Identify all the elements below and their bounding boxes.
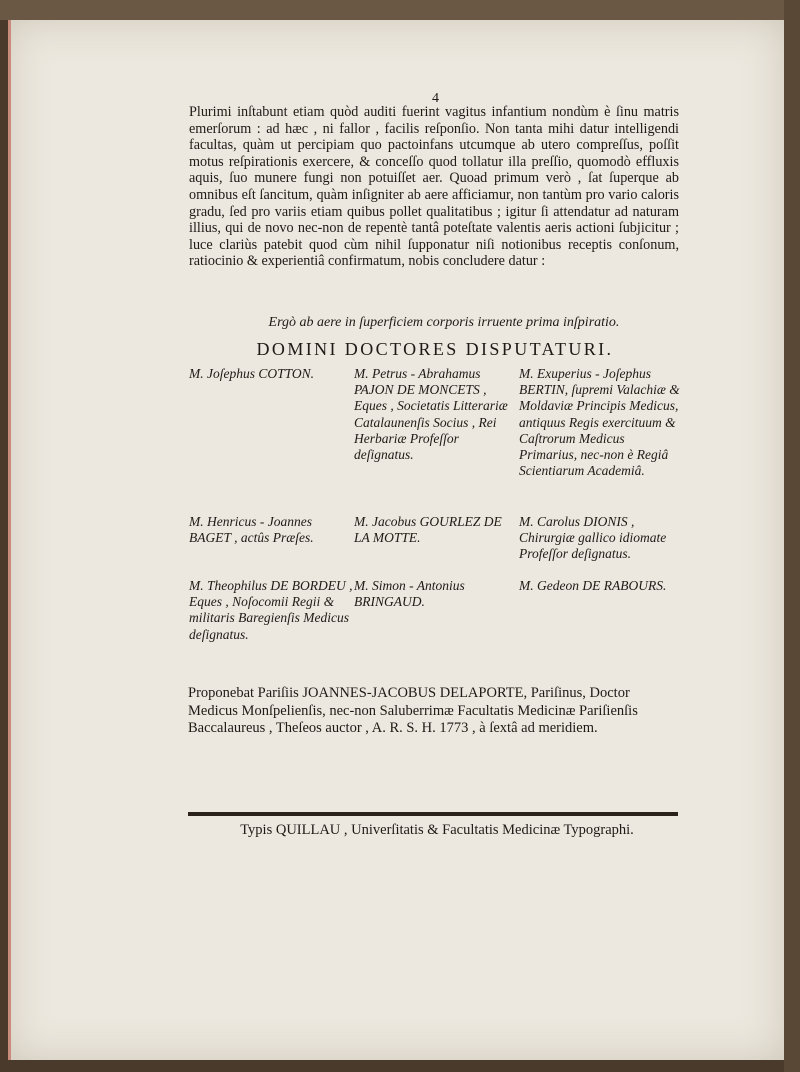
doctors-row [189, 578, 684, 688]
doctor-entry: M. Exuperius - Joſephus BERTIN, ſupremi Valachiæ & Moldaviæ Principis Medicus, antiquus Regis exercituum & Caſtrorum Medicus Primarius, nec-non è Regiâ Scientiarum Academiâ. [519, 366, 680, 479]
printer-imprint: Typis QUILLAU , Univerſitatis & Facultatis Medicinæ Typographi. [240, 822, 634, 838]
doctor-entry: M. Jacobus GOURLEZ DE LA MOTTE. [354, 514, 502, 546]
doctors-row [189, 366, 684, 514]
conclusion-line: Ergò ab aere in ſuperficiem corporis irruente prima inſpiratio. [268, 315, 620, 330]
doctor-entry: M. Carolus DIONIS , Chirurgiæ gallico idiomate Profeſſor deſignatus. [519, 514, 667, 562]
doctor-entry: M. Henricus - Joannes BAGET , actûs Præſes. [189, 514, 314, 546]
thesis-statement: Proponebat Pariſiis JOANNES-JACOBUS DELAPORTE, Pariſinus, Doctor Medicus Monſpelienſis, nec-non Saluberrimæ Facultatis Medicinæ Pariſienſis Baccalaureus , Theſeos auctor , A. R. S. H. 1773 , à ſextâ ad meridiem. [188, 685, 638, 736]
doctor-entry: M. Gedeon DE RABOURS. [519, 578, 667, 593]
body-paragraph: Plurimi inſtabunt etiam quòd auditi fuerint vagitus infantium nondùm è ſinu matris emerſorum : ad hæc , ni fallor , facilis reſponſio. Non tanta mihi datur intelligendi facultas, quàm ut percipiam quo pactoinfans utcumque ab utero compreſſus, poſſit motus reſpirationis exercere, & conceſſo quod tollatur illa preſſio, quomodò effluxis aquis, ſuo munere fungi non potuiſſet aer. Quoad primum verò , ſat ſuperque ab omnibus eſt ſancitum, quàm inſigniter ab aere afficiamur, non tantùm pro vario caloris gradu, ſed pro variis etiam quibus pollet qualitatibus ; igitur ſi attendatur ad naturam illius, qui de novo nec-non de repentè tantâ poteſtate valentis aeris actioni ſubjicitur ; luce clariùs patebit quod cùm nihil ſupponatur niſi notionibus receptis conſonum, ratiocinio & experientiâ confirmatum, nobis concludere datur : [189, 104, 679, 270]
doctors-table [189, 366, 684, 688]
doctor-entry: M. Joſephus COTTON. [189, 366, 315, 381]
doctors-row [189, 514, 684, 578]
scan-top-edge [0, 0, 800, 20]
doctor-entry: M. Theophilus DE BORDEU , Eques , Noſocomii Regii & militaris Baregienſis Medicus deſignatus. [189, 578, 353, 642]
doctors-heading: DOMINI DOCTORES DISPUTATURI. [256, 339, 614, 359]
page-number: 4 [432, 91, 439, 106]
horizontal-rule [188, 812, 678, 816]
doctor-entry: M. Petrus - Abrahamus PAJON DE MONCETS , Eques , Societatis Litterariæ Catalaunenſis Socius , Rei Herbariæ Profeſſor deſignatus. [354, 366, 508, 463]
red-page-edge [8, 20, 11, 1060]
doctor-entry: M. Simon - Antonius BRINGAUD. [354, 578, 465, 610]
scan-right-edge [784, 0, 800, 1072]
